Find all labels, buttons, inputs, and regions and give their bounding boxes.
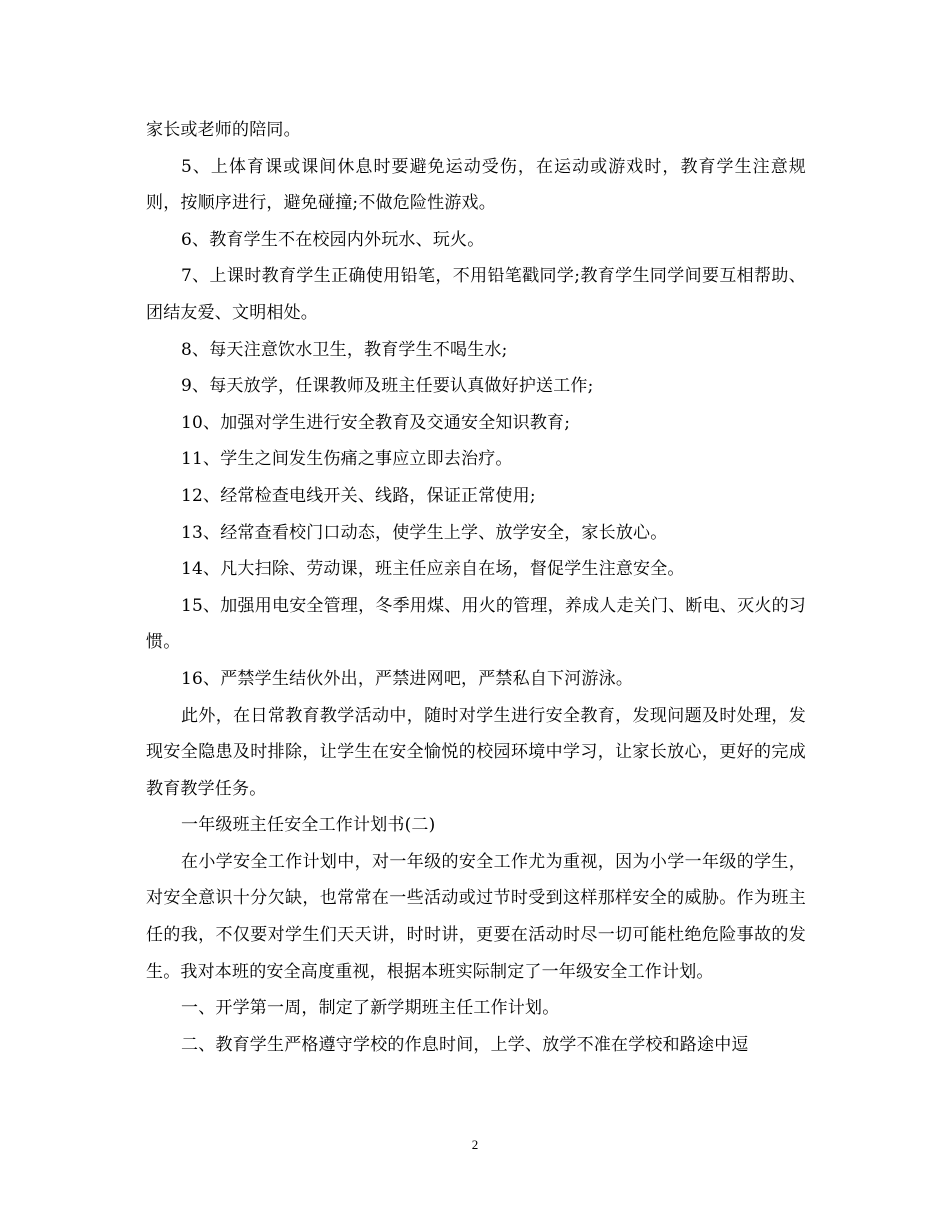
paragraph-1: 家长或老师的陪同。 (146, 120, 301, 140)
section-heading: 一年级班主任安全工作计划书(二) (181, 815, 436, 836)
paragraph-13: 16、严禁学生结伙外出，严禁进网吧，严禁私自下河游泳。 (181, 668, 634, 689)
paragraph-12: 15、加强用电安全管理，冬季用煤、用火的管理，养成人走关门、断电、灭火的习惯。 (146, 595, 806, 653)
paragraph-7: 10、加强对学生进行安全教育及交通安全知识教育; (181, 412, 571, 433)
paragraph-11: 14、凡大扫除、劳动课，班主任应亲自在场，督促学生注意安全。 (181, 559, 685, 580)
paragraph-9: 12、经常检查电线开关、线路，保证正常使用; (181, 485, 536, 506)
paragraph-4: 7、上课时教育学生正确使用铅笔，不用铅笔戳同学;教育学生同学间要互相帮助、团结友爱、文明相处。 (146, 266, 806, 323)
paragraph-6: 9、每天放学，任课教师及班主任要认真做好护送工作; (181, 376, 594, 397)
paragraph-14: 此外，在日常教育教学活动中，随时对学生进行安全教育，发现问题及时处理，发现安全隐患及时排除，让学生在安全愉悦的校园环境中学习，让家长放心，更好的完成教育教学任务。 (146, 705, 806, 799)
paragraph-10: 13、经常查看校门口动态，使学生上学、放学安全，家长放心。 (181, 522, 668, 543)
paragraph-5: 8、每天注意饮水卫生，教育学生不喝生水; (181, 339, 508, 360)
paragraph-3: 6、教育学生不在校园内外玩水、玩火。 (181, 229, 485, 250)
paragraph-17: 一、开学第一周，制定了新学期班主任工作计划。 (181, 998, 560, 1019)
paragraph-2: 5、上体育课或课间休息时要避免运动受伤，在运动或游戏时，教育学生注意规则，按顺序进行，避免碰撞;不做危险性游戏。 (146, 156, 806, 214)
paragraph-16: 在小学安全工作计划中，对一年级的安全工作尤为重视，因为小学一年级的学生，对安全意识十分欠缺，也常常在一些活动或过节时受到这样那样安全的威胁。作为班主任的我，不仅要对学生们天天讲，时时讲，更要在活动时尽一切可能杜绝危险事故的发生。我对本班的安全高度重视，根据本班实际制定了一年级安全工作计划。 (146, 851, 806, 982)
document-body (146, 112, 806, 1063)
paragraph-18: 二、教育学生严格遵守学校的作息时间，上学、放学不准在学校和路途中逗 (181, 1034, 749, 1055)
page-number: 2 (471, 1137, 479, 1152)
paragraph-8: 11、学生之间发生伤痛之事应立即去治疗。 (181, 449, 513, 470)
